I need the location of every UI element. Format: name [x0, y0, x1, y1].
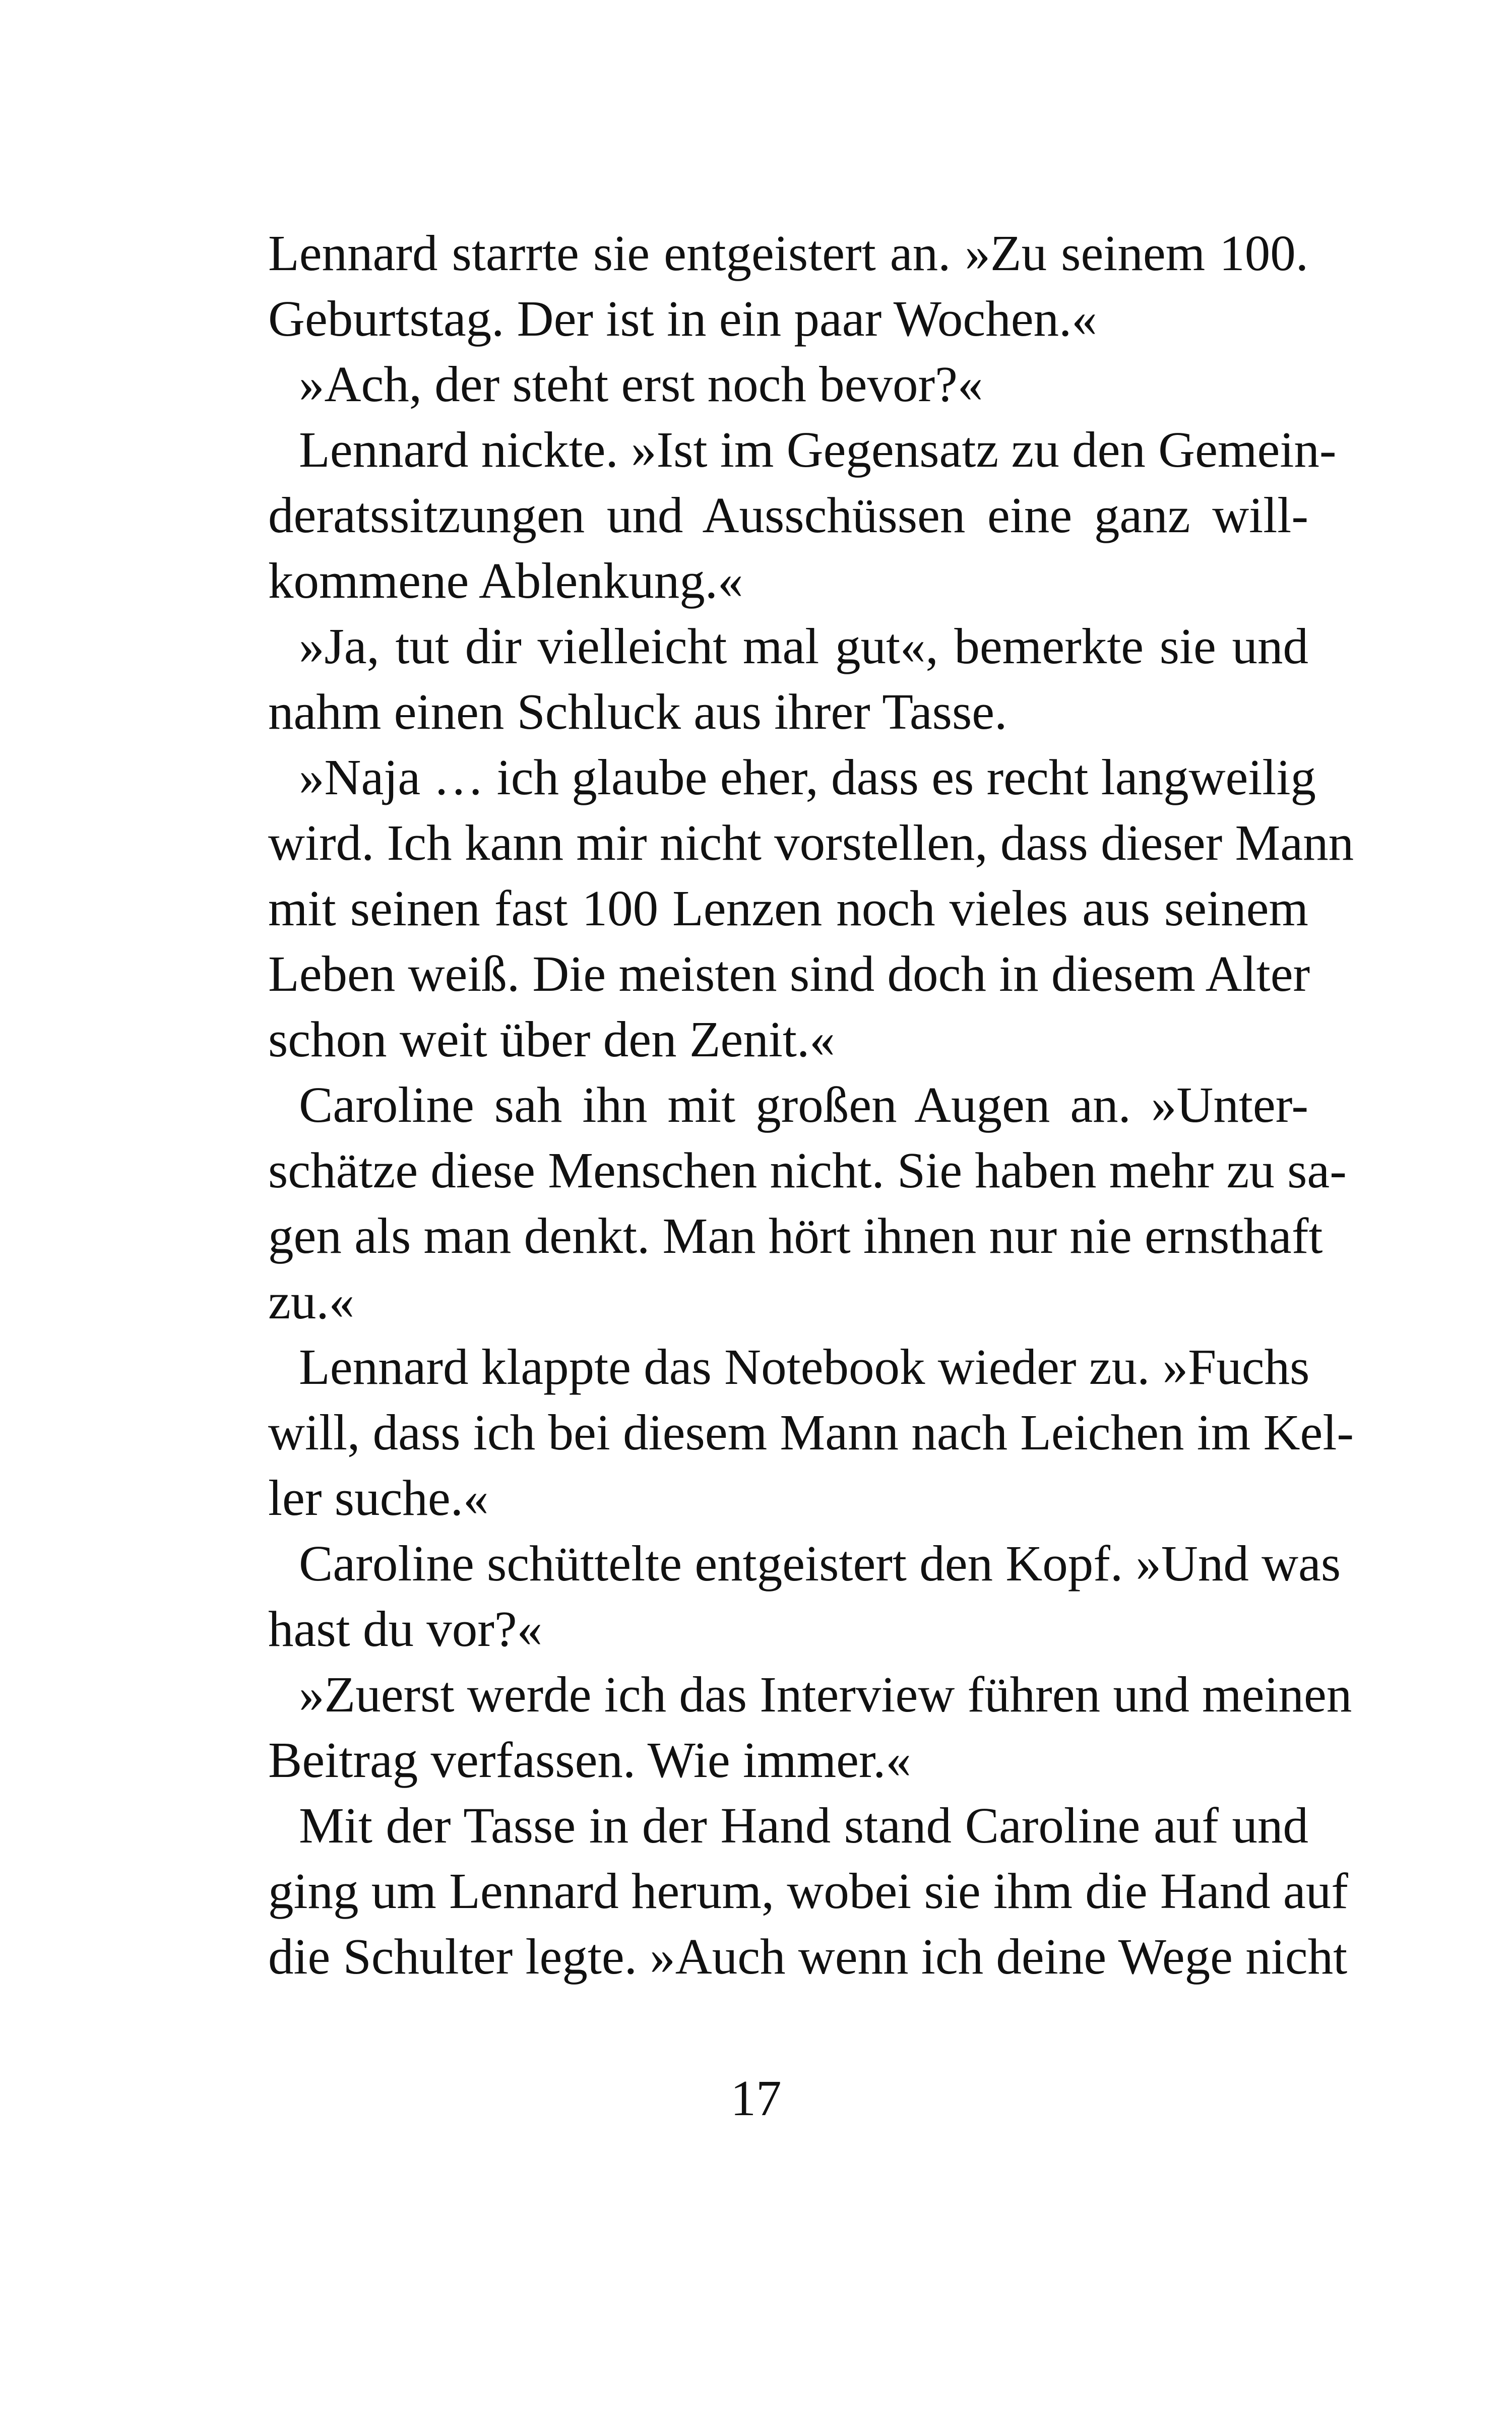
text-line: hast du vor?« — [268, 1601, 543, 1657]
text-line: die Schulter legte. »Auch wenn ich deine Wege nicht — [268, 1928, 1348, 1985]
text-line: Lennard nickte. »Ist im Gegensatz zu den Gemein- — [299, 421, 1337, 478]
text-line: »Naja … ich glaube eher, dass es recht langweilig — [299, 749, 1316, 805]
page-number: 17 — [730, 2070, 782, 2126]
text-line: Caroline sah ihn mit großen Augen an. »Unter- — [299, 1076, 1308, 1133]
text-line: ging um Lennard herum, wobei sie ihm die Hand auf — [268, 1863, 1348, 1919]
text-line: Geburtstag. Der ist in ein paar Wochen.« — [268, 290, 1097, 347]
text-line: nahm einen Schluck aus ihrer Tasse. — [268, 683, 1007, 740]
text-line: gen als man denkt. Man hört ihnen nur nie ernsthaft — [268, 1208, 1323, 1264]
text-line: Beitrag verfassen. Wie immer.« — [268, 1732, 911, 1788]
text-line: schätze diese Menschen nicht. Sie haben mehr zu sa- — [268, 1142, 1347, 1198]
text-line: »Zuerst werde ich das Interview führen und meinen — [299, 1666, 1352, 1723]
text-line: mit seinen fast 100 Lenzen noch vieles aus seinem — [268, 880, 1308, 936]
text-line: Lennard klappte das Notebook wieder zu. »Fuchs — [299, 1339, 1310, 1395]
text-line: wird. Ich kann mir nicht vorstellen, dass dieser Mann — [268, 814, 1354, 871]
text-line: deratssitzungen und Ausschüssen eine ganz will- — [268, 487, 1308, 543]
text-line: Leben weiß. Die meisten sind doch in diesem Alter — [268, 945, 1310, 1002]
text-line: ler suche.« — [268, 1470, 489, 1526]
text-line: »Ach, der steht erst noch bevor?« — [299, 356, 983, 412]
text-line: will, dass ich bei diesem Mann nach Leichen im Kel- — [268, 1404, 1354, 1460]
text-line: kommene Ablenkung.« — [268, 552, 743, 609]
text-line: »Ja, tut dir vielleicht mal gut«, bemerkte sie und — [299, 618, 1308, 674]
text-line: Caroline schüttelte entgeistert den Kopf. »Und was — [299, 1535, 1341, 1592]
text-line: Mit der Tasse in der Hand stand Caroline auf und — [299, 1797, 1308, 1854]
text-line: zu.« — [268, 1273, 355, 1329]
body-text — [268, 220, 1354, 1989]
text-line: schon weit über den Zenit.« — [268, 1011, 835, 1067]
text-line: Lennard starrte sie entgeistert an. »Zu seinem 100. — [268, 225, 1308, 281]
